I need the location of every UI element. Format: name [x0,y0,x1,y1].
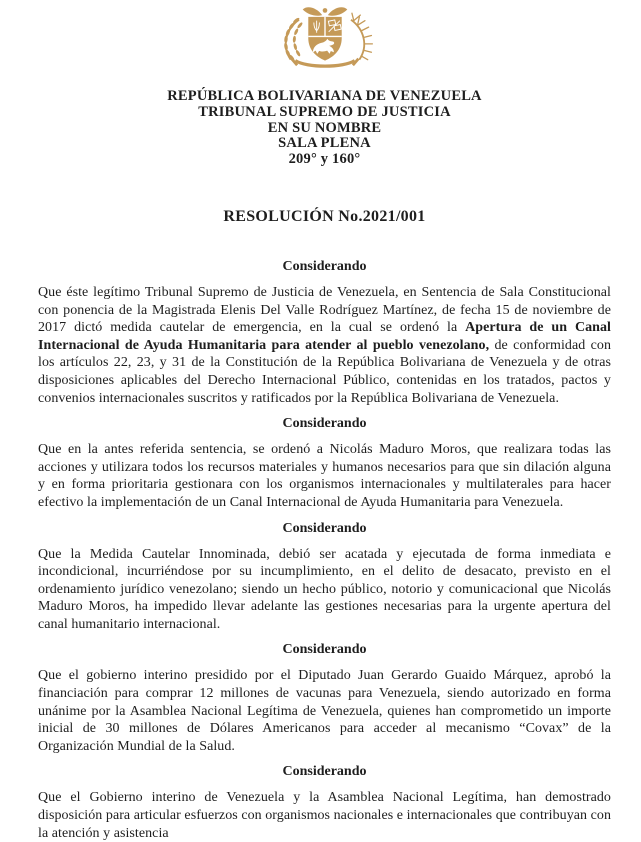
section-heading: Considerando [282,258,367,274]
section-paragraph [38,789,611,842]
paragraph-text-run: Que el gobierno interino presidido por el Diputado Juan Gerardo Guaido Márquez, aprobó la financiación para comprar 12 millones de vacunas para Venezuela, siendo autorizado en forma unánime por la Asamblea Nacional Legítima de Venezuela, quienes han comprometido un importe inicial de 30 millones de Dólares Americanos para acceder al mecanismo “Covax” de la Organización Mundial de la Salud. [38,668,611,754]
paragraph-text-run: de conformidad con los artículos 22, 23, y 31 de la Constitución de la República Bolivariana de Venezuela y de otras disposiciones aplicables del Derecho Internacional Público, contenidas en los tratados, pactos y convenios internacionales suscritos y ratificados por la República Bolivariana de Venezuela. [38,337,611,406]
section-heading: Considerando [282,642,367,658]
paragraph-text-run: Que éste legítimo Tribunal Supremo de Justicia de Venezuela, en Sentencia de Sala Constitucional con ponencia de la Magistrada Elenis Del Valle Rodríguez Martínez, de fecha 15 de noviembre de 2017 dictó medida cautelar de emergencia, en la cual se ordenó la [38,284,611,336]
paragraph-bold-run: Apertura de un Canal Internacional de Ayuda Humanitaria para atender al pueblo venezolano, [38,320,611,353]
resolution-title: RESOLUCIÓN No.2021/001 [223,207,426,225]
section-paragraph [38,441,611,511]
header-line: EN SU NOMBRE [267,119,382,136]
venezuela-coat-of-arms-icon [269,3,381,81]
header-line: REPÚBLICA BOLIVARIANA DE VENEZUELA [167,88,482,104]
section-paragraph [38,284,611,407]
section-paragraph [38,546,611,634]
header-line: TRIBUNAL SUPREMO DE JUSTICIA [198,103,451,120]
paragraph-text-run: Que el Gobierno interino de Venezuela y la Asamblea Nacional Legítima, han demostrado disposición para articular esfuerzos con organismos nacionales e internacionales que contribuyan con la atención y asistencia [38,790,611,841]
section-heading: Considerando [282,520,367,536]
document-header [38,89,611,168]
emblem-container [38,3,611,81]
header-line: 209° y 160° [288,151,361,168]
paragraph-text-run: Que la Medida Cautelar Innominada, debió ser acatada y ejecutada de forma inmediata e incondicional, incurriéndose por su incumplimiento, en el delito de desacato, previsto en el ordenamiento jurídico venezolano; siendo un hecho público, notorio y comunicacional que Nicolás Maduro Moros, ha impedido llevar adelante las gestiones necesarias para la urgente apertura del canal humanitario internacional. [38,546,611,632]
section-heading: Considerando [282,416,367,432]
document-body [38,259,611,842]
header-line: SALA PLENA [278,135,371,152]
section-paragraph [38,667,611,755]
section-heading: Considerando [282,764,367,780]
paragraph-text-run: Que en la antes referida sentencia, se ordenó a Nicolás Maduro Moros, que realizara todas las acciones y utilizara todos los recursos materiales y humanos necesarios para que sin dilación alguna y en forma prioritaria gestionara con los organismos internacionales y multilaterales para hacer efectivo la implementación de un Canal Internacional de Ayuda Humanitaria para Venezuela. [38,442,611,510]
